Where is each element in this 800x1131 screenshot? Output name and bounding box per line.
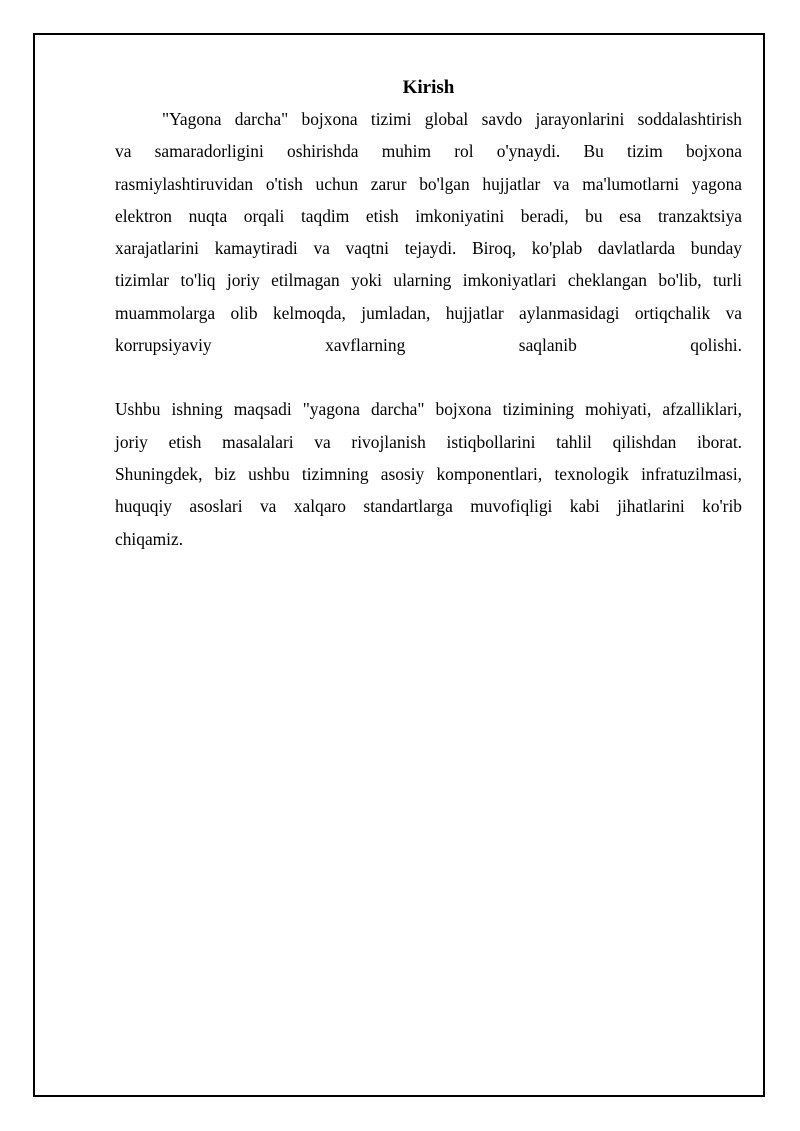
paragraph-2-line: chiqamiz. [115,528,184,549]
paragraph-2 [115,393,742,554]
paragraph-1-line: "Yagona darcha" bojxona tizimi global savdo jarayonlarini soddalashtirish [162,109,742,129]
paragraph-1-line: tizimlar to'liq joriy etilmagan yoki ularning imkoniyatlari cheklangan bo'lib, turli [115,270,742,291]
document-content [115,75,742,555]
paragraph-2-line: Ushbu ishning maqsadi "yagona darcha" bojxona tizimining mohiyati, afzalliklari, [115,399,742,420]
paragraph-1-line: xarajatlarini kamaytiradi va vaqtni tejaydi. Biroq, ko'plab davlatlarda bunday [115,238,742,259]
paragraph-1-line: korrupsiyaviy xavflarning saqlanib qolishi. [115,335,742,356]
paragraph-2-line: Shuningdek, biz ushbu tizimning asosiy komponentlari, texnologik infratuzilmasi, [115,463,742,484]
paragraph-1-line: elektron nuqta orqali taqdim etish imkoniyatini beradi, bu esa tranzaktsiya [115,205,742,226]
document-title: Kirish [402,77,455,98]
paragraph-1 [115,103,742,361]
paragraph-2-line: huquqiy asoslari va xalqaro standartlarga muvofiqligi kabi jihatlarini ko'rib [115,496,742,517]
paragraph-1-line: va samaradorligini oshirishda muhim rol o'ynaydi. Bu tizim bojxona [115,141,742,162]
paragraph-1-line: rasmiylashtiruvidan o'tish uchun zarur bo'lgan hujjatlar va ma'lumotlarni yagona [115,173,742,194]
paragraph-1-line: muammolarga olib kelmoqda, jumladan, hujjatlar aylanmasidagi ortiqchalik va [115,302,742,323]
paragraph-2-line: joriy etish masalalari va rivojlanish istiqbollarini tahlil qilishdan iborat. [115,431,742,452]
